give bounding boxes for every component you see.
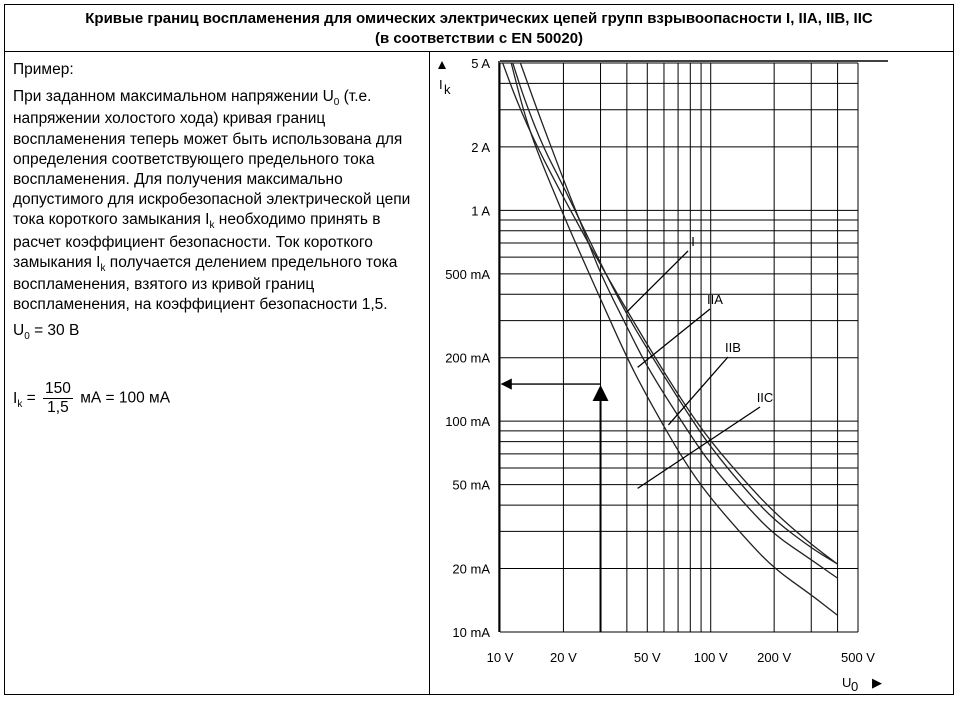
curve-leader-iia [638, 309, 710, 367]
y-tick-label: 50 mA [452, 477, 490, 493]
voltage-value: $U_0 = 30$ В [13, 322, 80, 343]
x-tick-label: 20 V [550, 650, 577, 665]
y-axis-label-sub: k [444, 82, 451, 97]
y-tick-label: 500 mA [445, 266, 490, 282]
curve-label-iic: IIC [756, 390, 774, 405]
y-tick-label: 10 mA [452, 625, 490, 640]
x-tick-label: 500 V [841, 650, 875, 665]
formula-equals-2: = [105, 389, 115, 407]
title-line-2: (в соответствии с EN 50020) [374, 30, 584, 47]
x-tick-label: 100 V [693, 650, 728, 665]
y-tick-label: 100 mA [445, 414, 490, 430]
y-axis-arrow-icon [438, 61, 446, 69]
y-axis-label: I [439, 77, 443, 92]
curve-iia [513, 63, 838, 564]
formula-equals: = [26, 389, 36, 407]
x-axis-label: U [842, 675, 852, 690]
y-tick-label: 20 mA [452, 561, 490, 577]
formula-lhs: $I_k$ [13, 389, 23, 410]
formula-result: 100 мА [118, 389, 171, 407]
y-tick-label: 5 A [471, 56, 490, 71]
curve-leader-i [627, 251, 688, 312]
curve-iic [511, 63, 837, 615]
x-axis-arrow-icon: ▶ [872, 675, 882, 690]
curve-i [503, 63, 838, 564]
formula-unit: мА [80, 389, 102, 407]
y-tick-label: 2 A [471, 139, 490, 155]
x-tick-label: 50 V [633, 650, 661, 665]
formula-denominator: 1,5 [47, 399, 69, 416]
curve-label-iia: IIA [707, 292, 723, 307]
y-tick-label: 1 A [471, 203, 490, 219]
y-tick-label: 200 mA [445, 350, 490, 366]
x-tick-label: 200 V [757, 650, 792, 665]
x-axis-label-sub: 0 [851, 679, 859, 694]
curve-leader-iib [668, 357, 728, 425]
curve-leader-iic [638, 407, 760, 488]
formula-numerator: 150 [45, 380, 71, 397]
curve-label-i: I [691, 234, 695, 249]
example-label: Пример: [13, 61, 74, 78]
curve-label-iib: IIB [725, 340, 741, 355]
title-line-1: Кривые границ воспламенения для омических электрических цепей групп взрывоопасности I, IIA, IIB, IIC [85, 10, 873, 27]
explanation-paragraph: При заданном максимальном напряжении $U_0$ (т.е. напряжении холостого хода) кривая границ воспламенения теперь может быть использована для определения соответствующего предельного тока воспламенения. Для получения максимально допустимого для искробезопасной электрической цепи тока короткого замыкания $I_k$ необходимо принять в расчет коэффициент безопасности. Ток короткого замыкания $I_k$ получается делением предельного тока воспламенения, взятого из кривой границ воспламенения, на коэффициент безопасности 1,5. [13, 88, 411, 314]
x-tick-label: 10 V [486, 650, 514, 665]
